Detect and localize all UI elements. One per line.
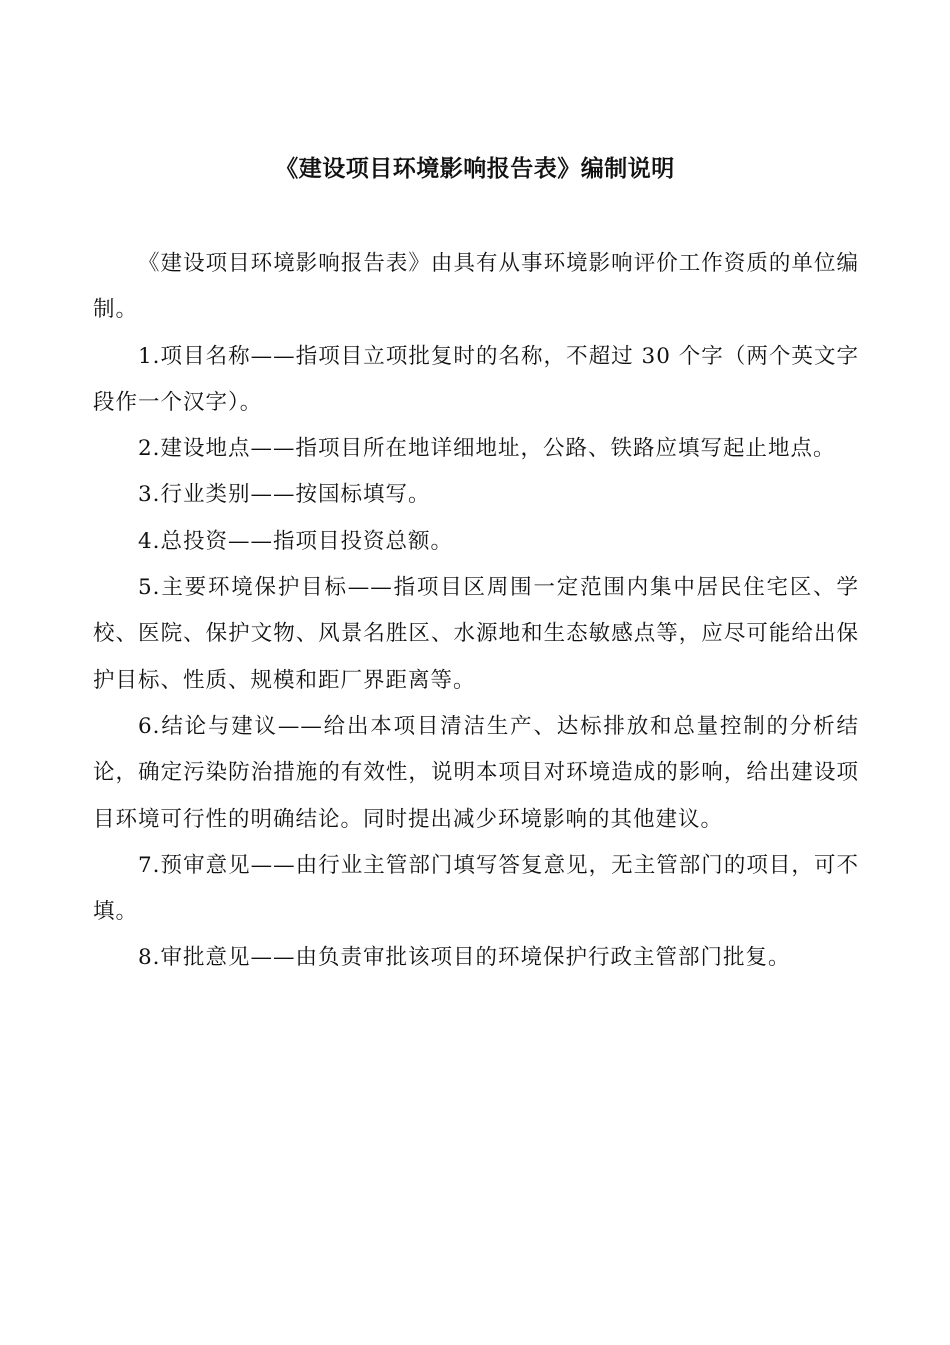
item-protection-targets: 5.主要环境保护目标——指项目区周围一定范围内集中居民住宅区、学校、医院、保护文物、风景名胜区、水源地和生态敏感点等，应尽可能给出保护目标、性质、规模和距厂界距离等。 [93, 575, 859, 693]
item-construction-site: 2.建设地点——指项目所在地详细地址，公路、铁路应填写起止地点。 [138, 436, 836, 462]
intro-paragraph: 《建设项目环境影响报告表》由具有从事环境影响评价工作资质的单位编制。 [93, 251, 859, 323]
item-industry-category: 3.行业类别——按国标填写。 [138, 482, 431, 508]
item-preliminary-review: 7.预审意见——由行业主管部门填写答复意见，无主管部门的项目，可不填。 [93, 852, 859, 925]
item-project-name: 1.项目名称——指项目立项批复时的名称，不超过 30 个字（两个英文字段作一个汉字）。 [93, 343, 859, 415]
document-body [93, 241, 859, 982]
item-conclusions: 6.结论与建议——给出本项目清洁生产、达标排放和总量控制的分析结论，确定污染防治措施的有效性，说明本项目对环境造成的影响，给出建设项目环境可行性的明确结论。同时提出减少环境影响的其他建议。 [93, 713, 859, 832]
item-total-investment: 4.总投资——指项目投资总额。 [138, 528, 454, 554]
document-title: 《建设项目环境影响报告表》编制说明 [275, 156, 675, 182]
item-approval-opinion: 8.审批意见——由负责审批该项目的环境保护行政主管部门批复。 [138, 945, 791, 971]
